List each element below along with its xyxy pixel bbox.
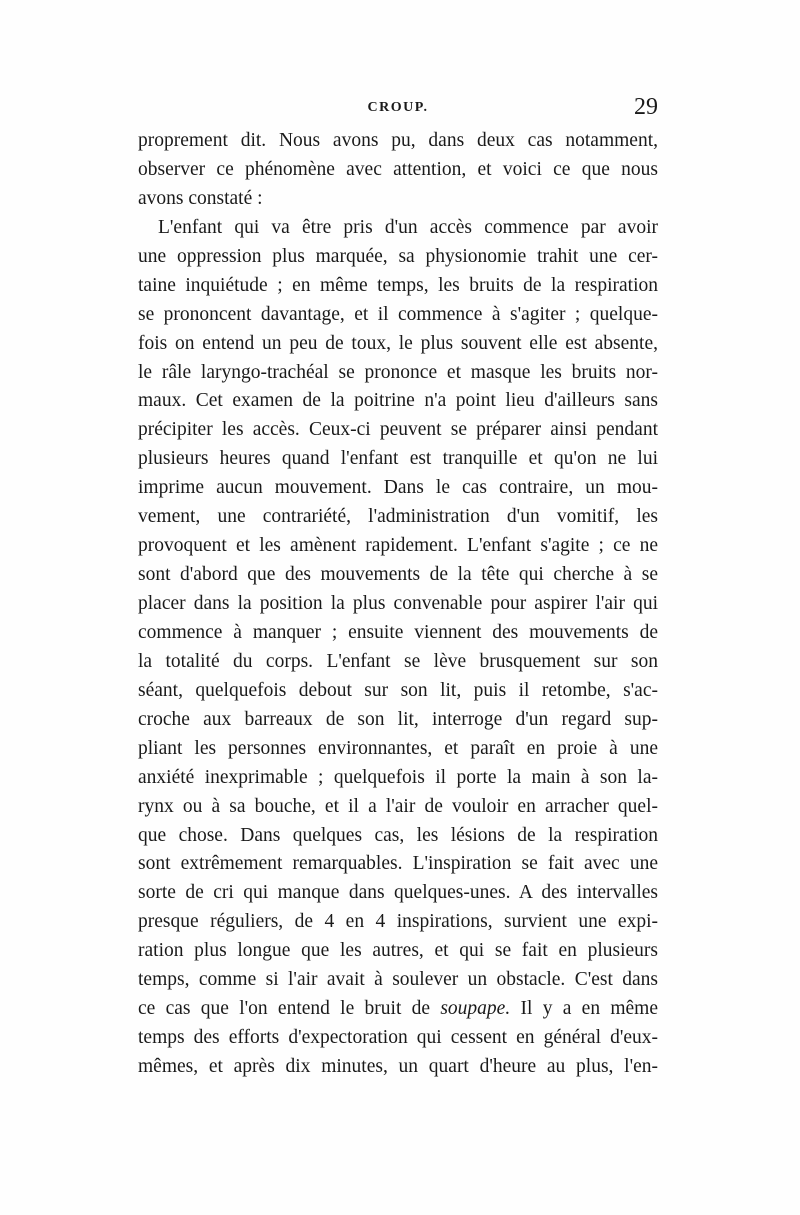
text-line: ration plus longue que les autres, et qui se fait en plusieurs	[138, 940, 658, 962]
text-line: sont d'abord que des mouvements de la tête qui cherche à se	[138, 564, 658, 586]
text-line: croche aux barreaux de son lit, interroge d'un regard sup-	[138, 708, 658, 730]
text-line: maux. Cet examen de la poitrine n'a point lieu d'ailleurs sans	[138, 390, 658, 412]
text-line: anxiété inexprimable ; quelquefois il porte la main à son la-	[138, 766, 658, 788]
text-line: commence à manquer ; ensuite viennent des mouvements de	[138, 621, 658, 643]
text-segment: ce cas que l'on entend le bruit de	[138, 998, 441, 1020]
running-head	[138, 96, 658, 126]
body-text	[138, 127, 658, 1082]
text-line: se prononcent davantage, et il commence à s'agiter ; quelque-	[138, 303, 658, 325]
page-number: 29	[634, 94, 658, 120]
text-line-with-italic	[138, 995, 658, 1024]
italic-term-soupape: soupape.	[440, 998, 511, 1020]
text-line: temps des efforts d'expectoration qui cessent en général d'eux-	[138, 1027, 658, 1049]
text-line: rynx ou à sa bouche, et il a l'air de vouloir en arracher quel-	[138, 795, 658, 817]
text-line: presque réguliers, de 4 en 4 inspirations, survient une expi-	[138, 911, 658, 933]
text-line: précipiter les accès. Ceux-ci peuvent se préparer ainsi pendant	[138, 419, 658, 441]
text-line: placer dans la position la plus convenable pour aspirer l'air qui	[138, 593, 658, 614]
text-segment: Il y a en même	[510, 998, 658, 1020]
text-line: la totalité du corps. L'enfant se lève brusquement sur son	[138, 650, 658, 672]
text-line: mêmes, et après dix minutes, un quart d'heure au plus, l'en-	[138, 1056, 658, 1077]
text-line: pliant les personnes environnantes, et paraît en proie à une	[138, 737, 658, 759]
text-line: provoquent et les amènent rapidement. L'enfant s'agite ; ce ne	[138, 535, 658, 557]
text-line: sont extrêmement remarquables. L'inspiration se fait avec une	[138, 853, 658, 875]
text-line: que chose. Dans quelques cas, les lésions de la respiration	[138, 824, 658, 846]
text-line: vement, une contrariété, l'administration d'un vomitif, les	[138, 506, 658, 528]
text-line: proprement dit. Nous avons pu, dans deux cas notamment,	[138, 130, 658, 151]
text-line: temps, comme si l'air avait à soulever un obstacle. C'est dans	[138, 969, 658, 991]
text-line: imprime aucun mouvement. Dans le cas contraire, un mou-	[138, 477, 658, 499]
running-title: CROUP.	[367, 100, 429, 115]
text-line: fois on entend un peu de toux, le plus souvent elle est absente,	[138, 332, 658, 354]
text-line: séant, quelquefois debout sur son lit, puis il retombe, s'ac-	[138, 679, 658, 701]
text-line: avons constaté :	[138, 187, 263, 209]
text-line: plusieurs heures quand l'enfant est tranquille et qu'on ne lui	[138, 448, 658, 470]
text-line: observer ce phénomène avec attention, et voici ce que nous	[138, 158, 658, 180]
paragraph-first-line: L'enfant qui va être pris d'un accès commence par avoir	[158, 216, 658, 238]
text-line: une oppression plus marquée, sa physionomie trahit une cer-	[138, 245, 658, 267]
text-line: sorte de cri qui manque dans quelques-unes. A des intervalles	[138, 882, 658, 904]
text-line: taine inquiétude ; en même temps, les bruits de la respiration	[138, 274, 658, 296]
text-line: le râle laryngo-trachéal se prononce et masque les bruits nor-	[138, 361, 658, 383]
